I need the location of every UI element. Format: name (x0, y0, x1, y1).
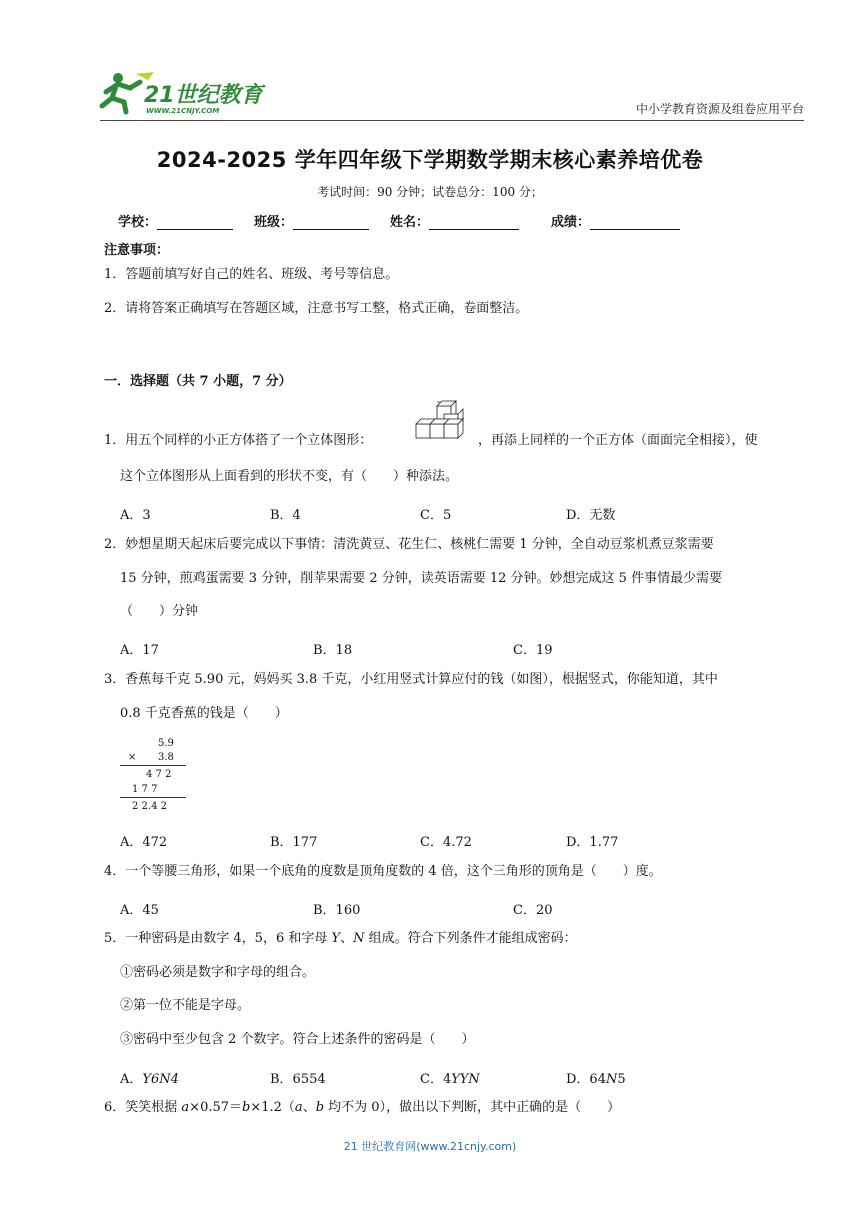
notice-item: 1．答题前填写好自己的姓名、班级、考号等信息。 (104, 267, 399, 282)
q6-text: 6．笑笑根据 a×0.57＝b×1.2（a、b 均不为 0），做出以下判断，其中正确的是（ ） (104, 1100, 621, 1115)
q2-text-line2: 15 分钟，煎鸡蛋需要 3 分钟，削苹果需要 2 分钟，读英语需要 12 分钟。妙想完成这 5 件事情最少需要 (120, 571, 723, 586)
q1-text-b: ，再添上同样的一个正方体（面面完全相接），使 (478, 433, 758, 448)
q4-option-c[interactable]: C．20 (513, 903, 553, 918)
vert-row-2: 3.8 (158, 752, 174, 763)
svg-text:WWW.21CNJY.COM: WWW.21CNJY.COM (146, 107, 220, 115)
q3-option-a[interactable]: A．472 (120, 835, 168, 850)
name-field[interactable] (390, 211, 519, 230)
q5-text: 5．一种密码是由数字 4，5，6 和字母 Y、N 组成。符合下列条件才能组成密码： (104, 931, 577, 946)
page-footer[interactable]: 21 世纪教育网(www.21cnjy.com) (343, 1140, 517, 1153)
score-field[interactable] (551, 211, 680, 230)
page-title: 2024-2025 学年四年级下学期数学期末核心素养培优卷 (156, 148, 704, 172)
q1-text-a: 1．用五个同样的小正方体搭了一个立体图形： (104, 433, 373, 448)
svg-text:21世纪教育: 21世纪教育 (144, 83, 263, 108)
q5-condition-2: ②第一位不能是字母。 (120, 998, 251, 1013)
q3-option-c[interactable]: C．4.72 (420, 835, 472, 850)
vert-row-5: 2 2.4 2 (132, 801, 167, 812)
vertical-multiplication (120, 738, 190, 816)
q4-option-b[interactable]: B．160 (313, 903, 361, 918)
q3-text-line2: 0.8 千克香蕉的钱是（ ） (120, 706, 288, 721)
vert-row-4: 1 7 7 (132, 784, 158, 795)
header-divider (100, 120, 804, 121)
q2-option-c[interactable]: C．19 (513, 643, 553, 658)
q2-option-a[interactable]: A．17 (120, 643, 159, 658)
q2-text-line3: （ ）分钟 (120, 604, 199, 619)
vert-rule (120, 765, 186, 766)
q3-option-d[interactable]: D．1.77 (566, 835, 619, 850)
q5-option-c[interactable]: C．4YYN (420, 1072, 480, 1087)
q5-option-a[interactable]: A．Y6N4 (120, 1072, 179, 1087)
cube-figure (411, 400, 477, 440)
vert-rule (120, 797, 186, 798)
q5-option-d[interactable]: D．64N5 (566, 1072, 626, 1087)
school-field[interactable] (118, 211, 233, 230)
q3-text-line1: 3．香蕉每千克 5.90 元，妈妈买 3.8 千克，小红用竖式计算应付的钱（如图），根据竖式，你能知道，其中 (104, 672, 718, 687)
vert-row-3: 4 7 2 (146, 769, 172, 780)
q4-text: 4．一个等腰三角形，如果一个底角的度数是顶角度数的 4 倍，这个三角形的顶角是（ ）度。 (104, 864, 662, 879)
q1-option-d[interactable]: D．无数 (566, 508, 616, 523)
q2-option-b[interactable]: B．18 (313, 643, 353, 658)
name-blank[interactable] (429, 215, 519, 230)
vert-times-sign: × (128, 752, 137, 763)
vert-row-1: 5.9 (158, 738, 174, 749)
notice-title: 注意事项： (104, 243, 170, 258)
notice-item: 2．请将答案正确填写在答题区域，注意书写工整，格式正确，卷面整洁。 (104, 301, 529, 316)
exam-subtitle: 考试时间：90 分钟；试卷总分：100 分； (317, 185, 543, 199)
q3-option-b[interactable]: B．177 (270, 835, 318, 850)
q1-text-line2: 这个立体图形从上面看到的形状不变，有（ ）种添法。 (120, 469, 459, 484)
score-blank[interactable] (590, 215, 680, 230)
platform-label: 中小学教育资源及组卷应用平台 (635, 102, 804, 116)
score-label: 成绩： (551, 215, 591, 230)
class-blank[interactable] (293, 215, 369, 230)
q4-option-a[interactable]: A．45 (120, 903, 159, 918)
q2-text-line1: 2．妙想星期天起床后要完成以下事情：清洗黄豆、花生仁、核桃仁需要 1 分钟，全自动豆浆机煮豆浆需要 (104, 537, 714, 552)
school-label: 学校： (118, 215, 158, 230)
section-heading: 一．选择题（共 7 小题，7 分） (104, 374, 292, 389)
q5-option-b[interactable]: B．6554 (270, 1072, 326, 1087)
class-field[interactable] (254, 211, 369, 230)
site-logo (96, 70, 266, 116)
class-label: 班级： (254, 215, 294, 230)
q5-condition-1: ①密码必须是数字和字母的组合。 (120, 965, 316, 980)
school-blank[interactable] (157, 215, 233, 230)
q5-condition-3: ③密码中至少包含 2 个数字。符合上述条件的密码是（ ） (120, 1032, 475, 1047)
q1-option-c[interactable]: C．5 (420, 508, 452, 523)
name-label: 姓名： (390, 215, 430, 230)
q1-option-a[interactable]: A．3 (120, 508, 151, 523)
q1-option-b[interactable]: B．4 (270, 508, 301, 523)
